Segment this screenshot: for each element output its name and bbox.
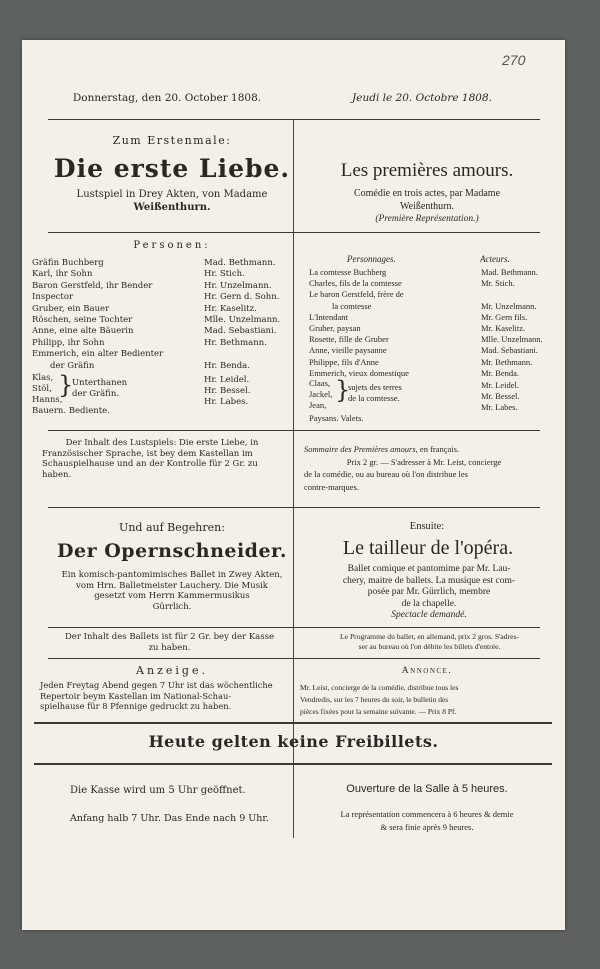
times-german: Anfang halb 7 Uhr. Das Ende nach 9 Uhr. xyxy=(70,813,269,824)
notice-rule xyxy=(34,722,552,724)
cast-role-german: Gruber, ein Bauer xyxy=(32,303,110,314)
summary-german-line: Der Inhalt des Lustspiels: Die erste Liebe, in xyxy=(65,438,259,448)
request-label: Und auf Begehren: xyxy=(119,521,225,534)
ballet-note-german xyxy=(47,632,292,653)
cast-actor-german: Mad. Sebastiani. xyxy=(204,326,277,337)
cast-rule xyxy=(48,430,540,431)
brace-fr: } xyxy=(335,376,351,404)
date-german: Donnerstag, den 20. October 1808. xyxy=(72,92,262,104)
brace: } xyxy=(58,371,74,399)
servant-name: Hanns, xyxy=(32,395,63,405)
cast-role-french: L'Intendant xyxy=(309,311,348,322)
cast-role-german: Karl, ihr Sohn xyxy=(32,269,93,280)
summary-german xyxy=(42,438,282,480)
notice-french-line: Mr. Leist, concierge de la comédie, distribue tous les xyxy=(300,683,459,692)
personen-heading: Personen: xyxy=(133,240,211,251)
ballet-desc-line: vom Hrn. Balletmeister Lauchery. Die Musik xyxy=(76,580,268,591)
summary-german-line: Französischer Sprache, ist bey dem Kastellan im xyxy=(42,448,253,459)
servant-actor-fr: Mr. Labes. xyxy=(481,402,518,412)
servant-actor: Hr. Bessel. xyxy=(204,386,251,396)
times-french-line: La représentation commencera à 6 heures & demie xyxy=(340,809,514,819)
ballet-note-french xyxy=(302,632,557,652)
cast-role-french: La comtesse Buchberg xyxy=(309,267,387,277)
cast-role-german: Anne, eine alte Bäuerin xyxy=(32,326,134,337)
summary-french-line: de la comédie, ou au bureau où l'on distribue les xyxy=(304,469,468,479)
cast-actor-french: Mlle. Unzelmann. xyxy=(481,334,543,345)
ballet-note-line: Der Inhalt des Ballets ist für 2 Gr. bey der Kasse xyxy=(64,632,275,642)
ballet-description-french xyxy=(304,564,554,622)
box-office-french: Ouverture de la Salle à 5 heures. xyxy=(346,783,508,795)
first-time-label: Zum Erstenmale: xyxy=(112,134,232,147)
servant-group-line-1: Unterthanen xyxy=(72,378,128,388)
cast-actor-french: Mr. Stich. xyxy=(481,278,515,289)
cast-role-german: der Gräfin xyxy=(50,360,95,371)
top-rule xyxy=(48,119,540,120)
cast-role-french: Rosette, fille de Gruber xyxy=(309,334,389,345)
subtitle-german-line-2: Weißenthurn. xyxy=(133,202,211,213)
servant-actor: Hr. Labes. xyxy=(204,397,249,407)
summary-german-line: Schauspielhause und an der Kontrolle für 2 Gr. zu xyxy=(42,459,258,470)
cast-actor-french: Mr. Kaselitz. xyxy=(481,323,526,333)
times-french xyxy=(292,808,562,834)
cast-actor-french: Mr. Unzelmann. xyxy=(481,300,537,311)
servant-name-fr: Jackel, xyxy=(309,389,333,399)
ballet-desc-line: Gürrlich. xyxy=(152,601,192,612)
servant-group-line-2: der Gräfin. xyxy=(72,389,120,399)
title-french: Les premières amours. xyxy=(340,160,514,181)
summary-french-line: contre-marques. xyxy=(304,481,359,492)
notice-french xyxy=(300,682,558,718)
cast-role-german: Gräfin Buchberg xyxy=(32,258,104,268)
notice-german-heading: Anzeige. xyxy=(136,664,208,677)
extras-german: Bauern. Bediente. xyxy=(32,406,110,416)
notice-german xyxy=(40,680,290,712)
date-french: Jeudi le 20. Octobre 1808. xyxy=(352,92,492,104)
note-rule xyxy=(48,658,540,659)
cast-role-french: Philippe, fils d'Anne xyxy=(309,356,379,367)
times-french-line: & sera finie après 9 heures. xyxy=(380,822,474,832)
summary-german-line: haben. xyxy=(42,469,72,480)
ballet-desc-fr-line: posée par Mr. Gürrlich, membre xyxy=(367,587,491,597)
servant-name-fr: Claas, xyxy=(309,378,331,388)
cast-actor-german: Hr. Gern d. Sohn. xyxy=(204,292,280,303)
ballet-desc-fr-line: de la chapelle. xyxy=(401,598,457,609)
cast-actor-german: Hr. Benda. xyxy=(204,360,250,371)
ballet-desc-fr-line: Ballet comique et pantomime par Mr. Lau- xyxy=(347,564,511,574)
subtitle-french-line-1: Comédie en trois actes, par Madame xyxy=(353,188,501,199)
summary-rule xyxy=(48,507,540,508)
cast-role-french: Emmerich, vieux domestique xyxy=(309,367,409,378)
summary-french-line: Prix 2 gr. — S'adresser à Mr. Leist, concierge xyxy=(346,456,502,467)
subtitle-german-line-1: Lustspiel in Drey Akten, von Madame xyxy=(76,189,268,200)
servant-actor-fr: Mr. Bessel. xyxy=(481,391,520,401)
ballet-desc-line: gesetzt vom Herrn Kammermusikus xyxy=(94,591,250,602)
ballet-desc-fr-line: chery, maitre de ballets. La musique est com- xyxy=(342,575,516,586)
ballet-title-french: Le tailleur de l'opéra. xyxy=(342,537,514,559)
then-label: Ensuite: xyxy=(409,521,445,532)
cast-actor-german: Mad. Bethmann. xyxy=(204,258,276,268)
premiere-note: (Première Représentation.) xyxy=(375,214,479,224)
spectacle-demande: Spectacle demandé. xyxy=(391,610,467,620)
notice-german-line: Repertoir beym Kastellan im National-Schau- xyxy=(40,690,232,701)
personnages-heading: Personnages. xyxy=(347,254,396,264)
cast-role-german: Baron Gerstfeld, ihr Bender xyxy=(32,280,153,291)
cast-actor-german: Hr. Kaselitz. xyxy=(204,303,257,314)
summary-french-title-rest: , en français. xyxy=(415,444,460,454)
free-tickets-rule xyxy=(34,763,552,765)
cast-actor-french: Mr. Gern fils. xyxy=(481,311,528,322)
cast-role-french: Charles, fils de la comtesse xyxy=(309,278,402,289)
ballet-note-fr-line: ser au bureau où l'on débite les billets d'entrée. xyxy=(358,642,501,651)
cast-role-german: Emmerich, ein alter Bedienter xyxy=(32,349,164,360)
notice-german-line: Jeden Freytag Abend gegen 7 Uhr ist das wöchentliche xyxy=(40,680,273,690)
cast-actor-german: Hr. Unzelmann. xyxy=(204,280,272,291)
ballet-rule xyxy=(48,627,540,628)
cast-role-french: Le baron Gerstfeld, frère de xyxy=(309,289,404,300)
cast-role-french: Gruber, paysan xyxy=(309,323,361,333)
cast-actor-german: Mlle. Unzelmann. xyxy=(204,315,281,325)
notice-french-heading: Annonce. xyxy=(401,666,453,676)
cast-role-french: la comtesse xyxy=(332,300,372,311)
ballet-description-german xyxy=(47,570,297,612)
title-german: Die erste Liebe. xyxy=(53,154,291,183)
ballet-desc-line: Ein komisch-pantomimisches Ballet in Zwey Akten, xyxy=(61,570,283,580)
notice-german-line: spielhause für 8 Pfennige gedruckt zu haben. xyxy=(40,701,232,712)
archive-number: 270 xyxy=(502,52,526,68)
box-office-german: Die Kasse wird um 5 Uhr geöffnet. xyxy=(70,785,246,796)
acteurs-heading: Acteurs. xyxy=(480,254,510,264)
no-free-tickets: Heute gelten keine Freibillets. xyxy=(148,732,439,751)
servant-name: Klas, xyxy=(32,373,54,383)
servant-name: Stöl, xyxy=(32,384,52,394)
cast-actor-french: Mr. Benda. xyxy=(481,367,520,378)
cast-actor-french: Mr. Bethmann. xyxy=(481,356,533,367)
summary-french xyxy=(304,443,544,493)
title-rule xyxy=(48,232,540,233)
servant-actor-fr: Mr. Leidel. xyxy=(481,380,520,390)
notice-french-line: pièces fixées pour la semaine suivante. — Prix 8 Pf. xyxy=(300,707,457,716)
cast-actor-french: Mad. Sebastiani. xyxy=(481,345,538,356)
servant-group-fr-line-1: sujets des terres xyxy=(348,382,402,392)
cast-role-german: Inspector xyxy=(32,292,74,303)
cast-role-german: Philipp, ihr Sohn xyxy=(32,337,105,348)
cast-role-french: Anne, vieille paysanne xyxy=(309,345,387,356)
summary-french-title-text: Sommaire des Premières amours xyxy=(304,444,416,454)
servant-actor: Hr. Leidel. xyxy=(204,375,250,385)
ballet-title-german: Der Opernschneider. xyxy=(57,540,287,562)
extras-french: Paysans. Valets. xyxy=(309,413,364,423)
summary-french-title xyxy=(304,443,544,456)
ballet-note-fr-line: Le Programme du ballet, en allemand, prix 2 gros. S'adres- xyxy=(340,632,519,641)
servant-group-fr-line-2: de la comtesse. xyxy=(348,393,400,403)
ballet-note-line: zu haben. xyxy=(148,642,191,653)
subtitle-french-line-2: Weißenthurn. xyxy=(400,201,454,212)
cast-role-german: Röschen, seine Tochter xyxy=(32,315,133,325)
cast-actor-german: Hr. Bethmann. xyxy=(204,337,267,348)
notice-french-line: Vendredis, sur les 7 heures du soir, le bulletin des xyxy=(300,695,449,704)
column-divider xyxy=(293,120,294,838)
cast-actor-german: Hr. Stich. xyxy=(204,269,245,280)
playbill-sheet xyxy=(22,40,565,930)
servant-name-fr: Jean, xyxy=(309,400,327,410)
cast-actor-french: Mad. Bethmann. xyxy=(481,267,538,277)
